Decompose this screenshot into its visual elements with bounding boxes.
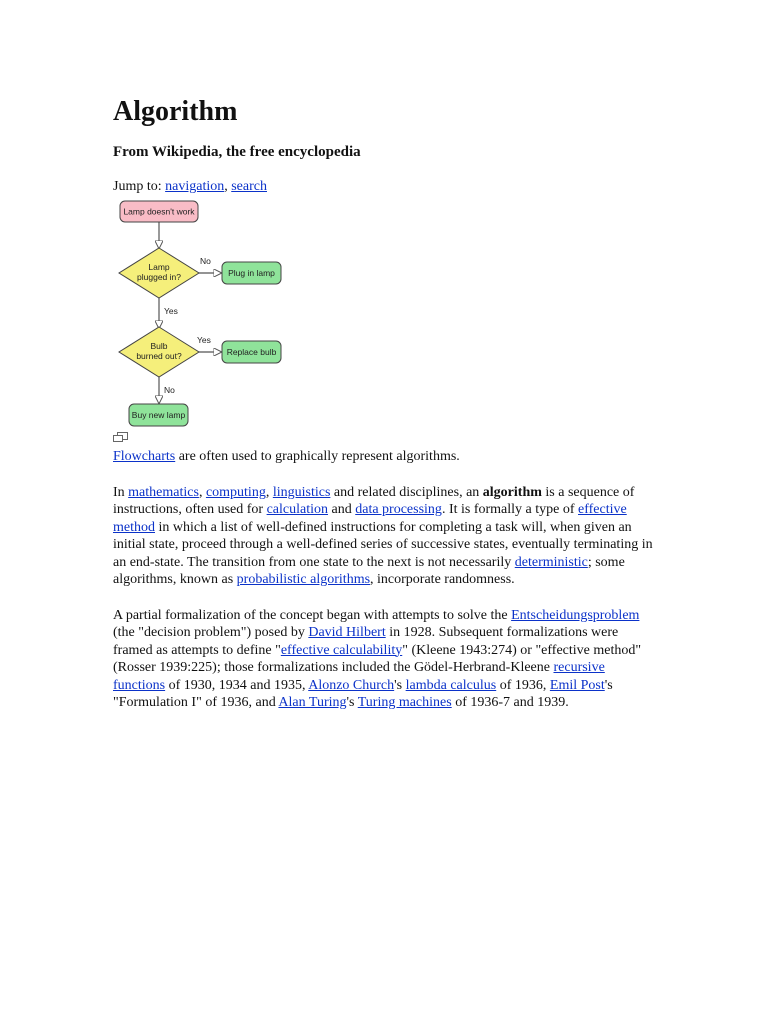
computing-link[interactable]: computing xyxy=(205,484,266,500)
decision2-yes-label: Yes xyxy=(197,335,211,345)
calculation-link[interactable]: calculation xyxy=(266,502,329,517)
decision2-label-line2: burned out? xyxy=(136,351,182,361)
text-run: , xyxy=(198,484,206,500)
navigation-link[interactable]: navigation xyxy=(165,179,225,194)
decision2-no-label: No xyxy=(164,385,175,395)
text-run: " (Kleene 1943:274) or "effective method" (Rosser 1939:225); those formalizations included the Gödel-Herbrand-Kleene xyxy=(113,642,642,675)
history-paragraph xyxy=(113,607,658,712)
david-hilbert-link[interactable]: David Hilbert xyxy=(308,625,386,640)
alan-turing-link[interactable]: Alan Turing xyxy=(278,695,347,710)
text-run: in 1928. Subsequent formalizations were framed as attempts to define " xyxy=(113,625,619,658)
effective-calculability-link[interactable]: effective calculability xyxy=(280,642,403,658)
effective-method-link[interactable]: effective method xyxy=(113,502,627,535)
text-run: (the "decision problem") posed by xyxy=(113,625,309,640)
alonzo-church-link[interactable]: Alonzo Church xyxy=(308,677,395,693)
data-processing-link[interactable]: data processing xyxy=(355,502,442,517)
entscheidungsproblem-link[interactable]: Entscheidungsproblem xyxy=(511,607,640,623)
flowcharts-link[interactable]: Flowcharts xyxy=(113,449,176,464)
emil-post-link[interactable]: Emil Post xyxy=(549,677,605,693)
page-subtitle: From Wikipedia, the free encyclopedia xyxy=(113,144,361,160)
intro-paragraph xyxy=(113,484,658,589)
action1-label: Plug in lamp xyxy=(228,268,275,278)
jump-to-label: Jump to: xyxy=(113,179,166,194)
flowchart-start-label: Lamp doesn't work xyxy=(123,206,195,217)
decision1-label-line1: Lamp xyxy=(148,262,170,272)
text-run: , xyxy=(265,484,273,500)
text-run: , incorporate randomness. xyxy=(370,572,515,587)
text-run: of 1936, xyxy=(496,677,550,693)
decision1-yes-label: Yes xyxy=(164,306,178,316)
deterministic-link[interactable]: deterministic xyxy=(514,554,588,570)
text-run: A partial formalization of the concept began with attempts to solve the xyxy=(113,607,512,623)
enlarge-icon[interactable] xyxy=(113,432,127,442)
text-run: . It is formally a type of xyxy=(441,502,579,517)
text-run: in which a list of well-defined instructions for completing a task will, when given an initial state, proceed through a well-defined series of successive states, eventually terminating in an end-state. The transition from one state to the next is not necessarily xyxy=(113,519,653,570)
text-run: is a sequence of instructions, often used for xyxy=(113,484,635,517)
text-run: 's "Formulation I" of 1936, and xyxy=(113,677,613,710)
flowchart-image[interactable] xyxy=(115,200,290,428)
text-run: 's xyxy=(346,695,358,710)
flowchart-end-label: Buy new lamp xyxy=(131,410,186,420)
text-run: of 1936-7 and 1939. xyxy=(451,695,569,710)
recursive-functions-link[interactable]: recursive functions xyxy=(113,660,605,693)
decision2-label-line1: Bulb xyxy=(150,341,168,351)
search-link[interactable]: search xyxy=(231,179,267,194)
text-run: of 1930, 1934 and 1935, xyxy=(165,677,309,693)
decision1-no-label: No xyxy=(200,256,211,266)
caption-text: are often used to graphically represent algorithms. xyxy=(175,449,460,464)
algorithm-bold-term: algorithm xyxy=(482,484,542,500)
jump-to-separator: , xyxy=(224,179,232,194)
decision1-label-line2: plugged in? xyxy=(137,272,181,282)
page-title: Algorithm xyxy=(113,96,238,127)
image-caption xyxy=(113,448,658,466)
text-run: and related disciplines, an xyxy=(330,484,483,500)
mathematics-link[interactable]: mathematics xyxy=(128,484,199,500)
probabilistic-algorithms-link[interactable]: probabilistic algorithms xyxy=(236,572,371,587)
action2-label: Replace bulb xyxy=(226,347,277,357)
lambda-calculus-link[interactable]: lambda calculus xyxy=(405,677,497,693)
text-run: and xyxy=(328,502,356,517)
text-run: 's xyxy=(394,677,406,693)
text-run: In xyxy=(113,484,129,500)
text-run: ; some algorithms, known as xyxy=(113,554,625,587)
linguistics-link[interactable]: linguistics xyxy=(272,484,331,500)
jump-to-bar xyxy=(113,178,658,196)
article-body xyxy=(113,92,658,712)
turing-machines-link[interactable]: Turing machines xyxy=(357,695,452,710)
